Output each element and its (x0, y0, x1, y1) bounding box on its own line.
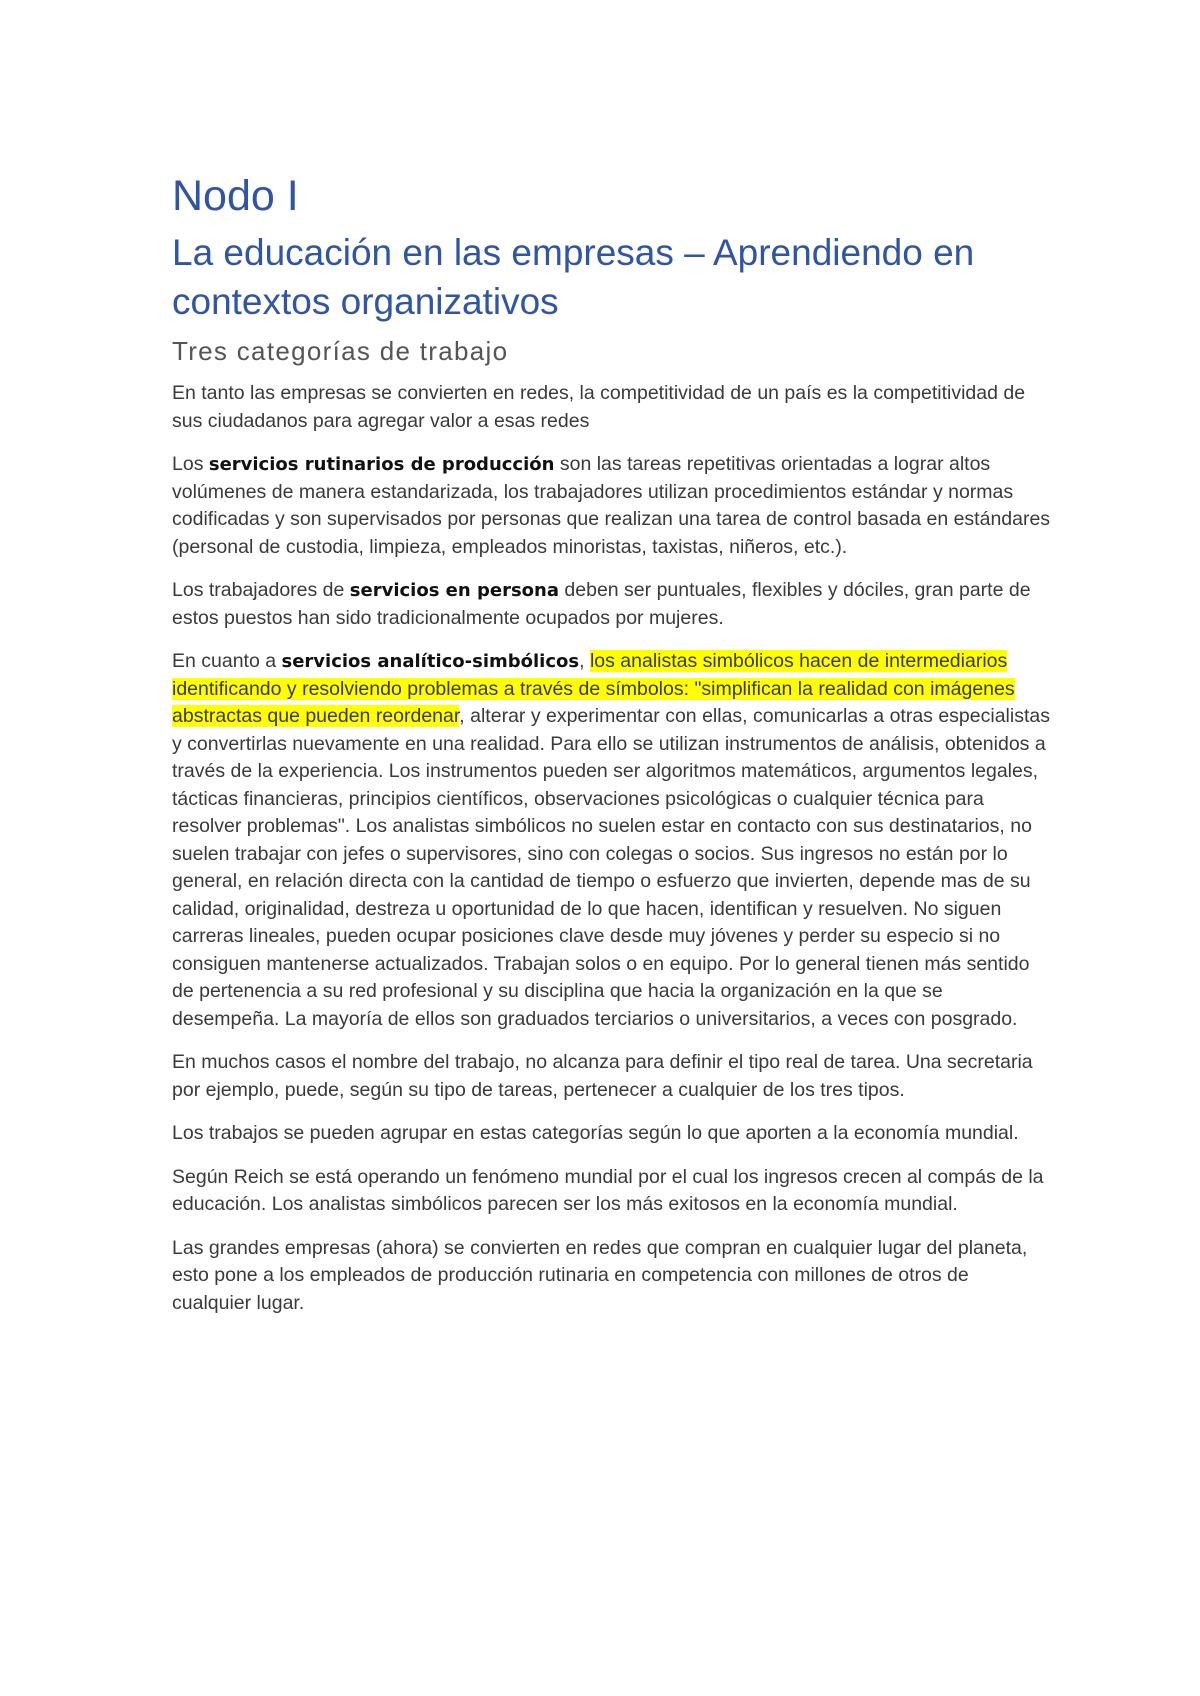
bold-term-routine-production: servicios rutinarios de producción (208, 454, 555, 475)
bold-term-personal-services: servicios en persona (349, 580, 559, 601)
highlighted-text: los analistas simbólicos hacen de intermediarios identificando y resolviendo problemas a través de símbolos: "simplifican la realidad con imágenes abstractas que pueden reordenar (172, 650, 1015, 727)
paragraph-4-intro: En cuanto a (172, 650, 282, 672)
paragraph-2-intro: Los (172, 453, 209, 475)
document-title: Nodo I (172, 172, 299, 220)
paragraphs (172, 380, 1052, 1317)
paragraph-5: En muchos casos el nombre del trabajo, no alcanza para definir el tipo real de tarea. Una secretaria por ejemplo, puede, según su tipo de tareas, pertenecer a cualquier de los tres tipos. (172, 1051, 1033, 1101)
paragraph-3 (172, 577, 1052, 632)
paragraph-3-text: deben ser puntuales, flexibles y dóciles, gran parte de estos puestos han sido tradicionalmente ocupados por mujeres. (172, 579, 1031, 629)
paragraph-1: En tanto las empresas se convierten en redes, la competitividad de un país es la competitividad de sus ciudadanos para agregar valor a esas redes (172, 382, 1026, 432)
paragraph-4 (172, 648, 1052, 1033)
paragraph-2-text: son las tareas repetitivas orientadas a lograr altos volúmenes de manera estandarizada, los trabajadores utilizan procedimientos estándar y normas codificadas y son supervisados por personas que realizan una tarea de control basada en estándares (personal de custodia, limpieza, empleados minoristas, taxistas, niñeros, etc.). (172, 453, 1051, 558)
paragraph-7: Según Reich se está operando un fenómeno mundial por el cual los ingresos crecen al compás de la educación. Los analistas simbólicos parecen ser los más exitosos en la economía mundial. (172, 1165, 1044, 1215)
paragraph-2 (172, 451, 1052, 561)
document-subtitle: La educación en las empresas – Aprendiendo en contextos organizativos (172, 232, 975, 322)
paragraph-6: Los trabajos se pueden agrupar en estas categorías según lo que aporten a la economía mundial. (172, 1122, 1019, 1144)
section-heading: Tres categorías de trabajo (172, 336, 509, 366)
document-body (172, 168, 1052, 1317)
bold-term-symbolic-analytic: servicios analítico-simbólicos (281, 651, 580, 672)
paragraph-4-text: , alterar y experimentar con ellas, comunicarlas a otras especialistas y convertirlas nuevamente en una realidad. Para ello se utilizan instrumentos de análisis, obtenidos a través de la experiencia. Los instrumentos pueden ser algoritmos matemáticos, argumentos legales, tácticas financieras, principios científicos, observaciones psicológicas o cualquier técnica para resolver problemas". Los analistas simbólicos no suelen estar en contacto con sus destinatarios, no suelen trabajar con jefes o supervisores, sino con colegas o socios. Sus ingresos no están por lo general, en relación directa con la cantidad de tiempo o esfuerzo que invierten, depende mas de su calidad, originalidad, destreza u oportunidad de lo que hacen, identifican y resuelven. No siguen carreras lineales, pueden ocupar posiciones clave desde muy jóvenes y perder su especio si no consiguen mantenerse actualizados. Trabajan solos o en equipo. Por lo general tienen más sentido de pertenencia a su red profesional y su disciplina que hacia la organización en la que se desempeña. La mayoría de ellos son graduados terciarios o universitarios, a veces con posgrado. (172, 705, 1050, 1030)
paragraph-4-comma: , (579, 650, 590, 672)
paragraph-3-intro: Los trabajadores de (172, 579, 350, 601)
paragraph-8: Las grandes empresas (ahora) se convierten en redes que compran en cualquier lugar del planeta, esto pone a los empleados de producción rutinaria en competencia con millones de otros de cualquier lugar. (172, 1236, 1028, 1314)
